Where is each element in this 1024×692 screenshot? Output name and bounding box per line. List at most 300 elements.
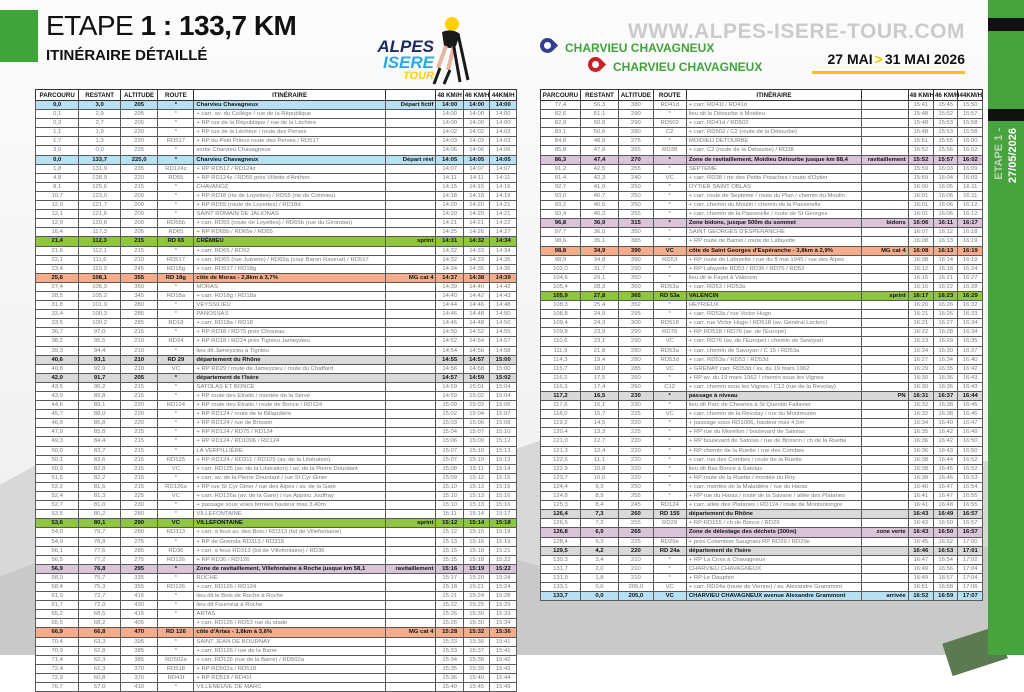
table-cell: 15:17 [490, 510, 517, 519]
table-cell: * [653, 482, 686, 491]
table-cell: 15:52 [933, 110, 957, 119]
table-cell: 215 [120, 182, 157, 191]
table-cell: 14:07 [463, 164, 490, 173]
table-cell: 50,9 [36, 464, 79, 473]
table-cell: 14:05 [490, 155, 517, 164]
table-cell: 280 [120, 301, 157, 310]
table-cell: + RP RD124 / RD75 / RD124 [194, 428, 385, 437]
table-cell: 104,6 [541, 273, 581, 282]
table-cell [862, 128, 909, 137]
table-cell: + RP RD18 / RD75 près Chozeau [194, 328, 385, 337]
table-cell: 40,6 [36, 355, 79, 364]
table-row [541, 473, 983, 482]
table-row [36, 492, 517, 501]
table-cell: 16:52 [958, 464, 983, 473]
table-cell [862, 310, 909, 319]
table-cell: zone verte [862, 528, 909, 537]
table-cell: 56,1 [36, 546, 79, 555]
table-cell: 16:09 [958, 173, 983, 182]
table-cell: 17,5 [580, 373, 618, 382]
table-cell [385, 537, 436, 546]
table-cell: 220 [120, 128, 157, 137]
table-cell [385, 501, 436, 510]
table-cell: 15:18 [490, 528, 517, 537]
table-cell: 16:36 [933, 382, 957, 391]
table-cell: 15:07 [463, 428, 490, 437]
table-cell: 16:53 [958, 473, 983, 482]
table-cell: 15:55 [933, 137, 957, 146]
table-cell [385, 346, 436, 355]
table-cell: 93,2 [541, 201, 581, 210]
table-cell: 15:07 [436, 446, 463, 455]
table-cell: 205 [120, 373, 157, 382]
table-row [541, 582, 983, 591]
table-cell: 50,6 [580, 128, 618, 137]
table-cell: 10,0 [580, 473, 618, 482]
table-cell [862, 419, 909, 428]
table-cell: 16:35 [908, 428, 933, 437]
table-cell: 8,9 [580, 492, 618, 501]
table-cell: 14:59 [436, 392, 463, 401]
table-cell: 16:11 [958, 182, 983, 191]
table-cell: 16:15 [908, 273, 933, 282]
table-cell: 16:22 [933, 282, 957, 291]
table-cell: 98,8 [541, 246, 581, 255]
table-cell: 49,3 [36, 437, 79, 446]
table-cell: RD517 [158, 255, 194, 264]
table-cell: 14:33 [463, 246, 490, 255]
table-cell: SAINT GEORGES D'ESPERANCHE [686, 228, 861, 237]
table-row [541, 201, 983, 210]
table-cell: 15:28 [490, 592, 517, 601]
table-row [36, 164, 517, 173]
table-row [36, 346, 517, 355]
table-row [36, 182, 517, 191]
table-cell: 12,7 [580, 437, 618, 446]
table-cell: 15:12 [436, 519, 463, 528]
table-cell: 16:06 [933, 210, 957, 219]
table-cell: VC [653, 582, 686, 591]
table-cell: 78,8 [79, 537, 121, 546]
table-cell: 255 [619, 164, 653, 173]
table-row [36, 455, 517, 464]
table-cell: 16:40 [933, 419, 957, 428]
table-cell: 15:03 [436, 419, 463, 428]
table-cell: + RP Le Dauphin [686, 573, 861, 582]
table-cell: 21,6 [36, 246, 79, 255]
table-cell: 14:50 [490, 310, 517, 319]
table-cell: 16:09 [958, 164, 983, 173]
table-row [36, 528, 517, 537]
table-cell: * [653, 573, 686, 582]
table-cell: 15:36 [436, 673, 463, 682]
table-cell: 270 [619, 155, 653, 164]
table-cell: 70,4 [36, 637, 79, 646]
table-cell: * [158, 182, 194, 191]
table-cell: 12,9 [36, 219, 79, 228]
table-cell: 72,7 [79, 592, 121, 601]
table-cell: 220 [619, 464, 653, 473]
table-cell: 22,1 [36, 255, 79, 264]
table-cell: 220 [120, 419, 157, 428]
table-row [36, 137, 517, 146]
table-row [541, 546, 983, 555]
table-cell: OYTIER SAINT OBLAS [686, 182, 861, 191]
table-cell: 68,5 [79, 610, 121, 619]
table-row [541, 128, 983, 137]
table-cell: 245 [619, 501, 653, 510]
table-cell: 16:36 [933, 373, 957, 382]
table-cell: 77,6 [79, 546, 121, 555]
table-cell: 15:41 [490, 646, 517, 655]
table-row [541, 501, 983, 510]
table-cell: 75,3 [79, 582, 121, 591]
table-cell: 124,8 [541, 492, 581, 501]
table-cell: 102,0 [541, 264, 581, 273]
table-cell: 16:21 [908, 319, 933, 328]
table-cell: + carr. RD18g / RD18a [194, 291, 385, 300]
table-cell: VC [653, 410, 686, 419]
table-cell: Zone de délestage des déchets (300m) [686, 528, 861, 537]
table-cell: 15:36 [490, 628, 517, 637]
table-cell [385, 373, 436, 382]
table-cell: 260 [619, 382, 653, 391]
table-cell [862, 492, 909, 501]
table-cell: 43,9 [36, 392, 79, 401]
table-cell: 86,8 [79, 419, 121, 428]
table-cell: 62,3 [79, 655, 121, 664]
table-cell [862, 119, 909, 128]
table-cell: 16:30 [908, 382, 933, 391]
table-cell: 205,0 [619, 582, 653, 591]
table-cell: 23,4 [36, 264, 79, 273]
table-cell: 11,1 [580, 455, 618, 464]
table-cell [385, 355, 436, 364]
table-cell: 15:20 [463, 573, 490, 582]
table-cell: 15:15 [436, 555, 463, 564]
table-cell: 15:13 [463, 501, 490, 510]
table-cell: 210 [619, 573, 653, 582]
table-row [36, 592, 517, 601]
column-header: ITINÉRAIRE [194, 90, 385, 101]
table-cell: * [653, 310, 686, 319]
table-cell: * [158, 537, 194, 546]
table-cell: 14:40 [463, 282, 490, 291]
table-cell: 14:32 [463, 237, 490, 246]
table-row [36, 301, 517, 310]
table-cell: + RP route de Barret / route de Lafayette [686, 237, 861, 246]
table-cell [385, 419, 436, 428]
table-cell: * [158, 510, 194, 519]
table-cell: 16:43 [933, 446, 957, 455]
table-cell: 355 [120, 582, 157, 591]
table-cell: VC [158, 519, 194, 528]
table-cell: 285 [619, 364, 653, 373]
table-cell: 14,5 [580, 419, 618, 428]
table-cell [862, 173, 909, 182]
table-cell [862, 455, 909, 464]
table-cell: * [158, 110, 194, 119]
table-cell: * [653, 228, 686, 237]
table-cell: RD41f [158, 673, 194, 682]
table-cell: 14:34 [490, 237, 517, 246]
table-cell: 15:43 [490, 664, 517, 673]
table-cell: 43,5 [36, 382, 79, 391]
table-cell: 200 [120, 210, 157, 219]
table-cell: + RP RD36 / RD126 [194, 555, 385, 564]
table-cell: 25,6 [36, 273, 79, 282]
table-cell: 0,0 [36, 101, 79, 110]
table-cell: 33,5 [36, 319, 79, 328]
table-row [541, 282, 983, 291]
table-cell [385, 128, 436, 137]
table-cell: 14:00 [490, 119, 517, 128]
table-cell: VC [653, 337, 686, 346]
event-dates [828, 51, 965, 67]
table-row [36, 264, 517, 273]
column-header: ALTITUDE [619, 90, 653, 101]
table-cell: 84,4 [79, 437, 121, 446]
table-cell: 2,9 [79, 110, 121, 119]
table-row [541, 437, 983, 446]
table-cell: 225,0 [120, 155, 157, 164]
table-cell: 117,6 [541, 401, 581, 410]
table-cell: 205 [120, 228, 157, 237]
table-cell: 82,2 [79, 473, 121, 482]
table-cell: 15:11 [463, 464, 490, 473]
table-cell: 14:26 [463, 228, 490, 237]
table-cell: * [653, 301, 686, 310]
table-row [541, 264, 983, 273]
logo-text-isere: ISERE [382, 53, 434, 72]
table-cell [862, 546, 909, 555]
table-cell: 16:37 [958, 346, 983, 355]
table-cell: 15:33 [436, 646, 463, 655]
column-header: PARCOURU [541, 90, 581, 101]
table-cell [385, 219, 436, 228]
table-cell: 15:58 [958, 119, 983, 128]
table-cell: + carr. à feux av. des Bois / RD313 (bd de Villefontaine) [194, 528, 385, 537]
table-cell: 16:46 [908, 546, 933, 555]
table-cell: 215 [120, 382, 157, 391]
table-cell: Départ fictif [385, 101, 436, 110]
table-cell [862, 182, 909, 191]
table-cell: RD518 [653, 319, 686, 328]
table-cell: 470 [120, 628, 157, 637]
table-cell: 16:19 [958, 246, 983, 255]
table-cell: + carr. RD53a / rue Victor Hugo [686, 310, 861, 319]
table-cell [862, 501, 909, 510]
table-cell: 17:00 [958, 537, 983, 546]
table-cell: + RP chemin de la Ruette / rue des Combes [686, 446, 861, 455]
table-cell: 15:08 [436, 464, 463, 473]
table-cell: 14:00 [436, 101, 463, 110]
table-cell: * [653, 210, 686, 219]
table-cell [385, 282, 436, 291]
table-cell: 200 [120, 219, 157, 228]
table-cell [862, 519, 909, 528]
table-cell: 31,7 [580, 264, 618, 273]
table-cell: 220 [120, 401, 157, 410]
table-cell [385, 601, 436, 610]
table-cell: 16:13 [933, 237, 957, 246]
table-cell: 280 [619, 355, 653, 364]
table-cell: 58,4 [36, 582, 79, 591]
table-cell: + carr. RD38 / rte des Petits Potaches / route d'Oytier [686, 173, 861, 182]
table-cell: 295 [619, 310, 653, 319]
table-cell [862, 410, 909, 419]
table-cell: RD126 [158, 555, 194, 564]
table-cell: RD124 [158, 401, 194, 410]
table-cell: 415 [120, 592, 157, 601]
table-cell: * [653, 464, 686, 473]
table-cell: * [653, 137, 686, 146]
table-cell: RD124 [653, 501, 686, 510]
table-cell: 14:48 [463, 310, 490, 319]
table-cell: 61,0 [36, 592, 79, 601]
table-cell: 220 [619, 419, 653, 428]
table-cell: 16:44 [958, 392, 983, 401]
table-cell: CHAVANOZ [194, 182, 385, 191]
table-cell: 200 [120, 191, 157, 200]
table-cell: * [653, 182, 686, 191]
table-cell: 16:38 [933, 401, 957, 410]
table-cell: 16:50 [933, 519, 957, 528]
table-cell: 16:29 [933, 337, 957, 346]
table-cell: 117,3 [79, 228, 121, 237]
table-cell: * [158, 419, 194, 428]
table-cell: 15:14 [463, 510, 490, 519]
table-cell: 79,7 [79, 528, 121, 537]
table-row [36, 191, 517, 200]
table-cell: 15:16 [490, 501, 517, 510]
table-row [36, 655, 517, 664]
table-row [541, 364, 983, 373]
table-cell [862, 328, 909, 337]
table-cell: 16:49 [908, 573, 933, 582]
table-cell: 27,4 [36, 282, 79, 291]
table-row [36, 646, 517, 655]
table-cell [385, 228, 436, 237]
table-cell: côte d'Artas - 1,8km à 3,6% [194, 628, 385, 637]
table-row [541, 210, 983, 219]
table-cell: 0,0 [580, 592, 618, 601]
table-cell: 205 [120, 110, 157, 119]
table-row [36, 628, 517, 637]
table-cell: + RP de Gremda RD313 / RD318 [194, 537, 385, 546]
table-cell: 210 [120, 346, 157, 355]
table-cell: 16:57 [933, 573, 957, 582]
table-cell: 126,4 [541, 510, 581, 519]
table-cell: RD 53a [653, 291, 686, 300]
table-cell: 14:00 [490, 110, 517, 119]
table-cell [862, 264, 909, 273]
table-cell: 112,3 [79, 237, 121, 246]
table-cell: 23,9 [580, 328, 618, 337]
table-cell: 77,2 [79, 555, 121, 564]
table-cell [862, 146, 909, 155]
table-cell: * [158, 437, 194, 446]
table-cell: * [158, 601, 194, 610]
table-cell: RD65b [158, 219, 194, 228]
table-cell: 14:42 [463, 291, 490, 300]
table-cell: 16:06 [933, 191, 957, 200]
table-cell: * [158, 646, 194, 655]
table-cell: * [653, 201, 686, 210]
table-cell: 16:43 [908, 510, 933, 519]
table-cell: 1,8 [580, 573, 618, 582]
table-cell: 119,2 [541, 419, 581, 428]
table-cell: 36,9 [580, 219, 618, 228]
table-cell: 24,9 [580, 310, 618, 319]
table-cell: * [653, 110, 686, 119]
table-cell: 108,8 [541, 310, 581, 319]
table-cell [385, 664, 436, 673]
table-cell [385, 464, 436, 473]
table-cell: 16:32 [908, 401, 933, 410]
table-cell: + RP RD18 / RD24 près Tignieu Jameyzieu [194, 337, 385, 346]
table-row [541, 228, 983, 237]
table-cell: RD 24a [653, 546, 686, 555]
table-cell: 39,3 [36, 346, 79, 355]
table-cell: 16:45 [958, 401, 983, 410]
table-cell: 15:36 [463, 637, 490, 646]
table-cell: 255 [619, 492, 653, 501]
table-cell: 345 [120, 291, 157, 300]
table-cell: * [158, 210, 194, 219]
table-cell: 16:38 [908, 464, 933, 473]
table-cell: 96,8 [541, 219, 581, 228]
table-row [541, 119, 983, 128]
dates-underline [812, 71, 965, 74]
column-header: ROUTE [653, 90, 686, 101]
table-cell: 280 [120, 528, 157, 537]
table-cell: + passage sous voies ferrées hauteur max 3,40m [194, 501, 385, 510]
column-header: 48 KM/H [437, 91, 462, 99]
table-cell: 14:25 [436, 228, 463, 237]
table-cell [862, 373, 909, 382]
table-row [541, 528, 983, 537]
table-cell: 14:05 [436, 155, 463, 164]
table-row [36, 255, 517, 264]
table-cell [385, 683, 436, 692]
column-header: PARCOURU [36, 90, 79, 101]
table-cell: 81,0 [79, 501, 121, 510]
table-cell [862, 428, 909, 437]
table-cell: 14:32 [436, 255, 463, 264]
table-cell: 15:26 [436, 619, 463, 628]
table-cell: 16:27 [933, 319, 957, 328]
table-cell: * [653, 401, 686, 410]
table-cell [862, 210, 909, 219]
table-cell: 15:33 [436, 637, 463, 646]
table-cell: 18,0 [580, 364, 618, 373]
table-cell [158, 619, 194, 628]
page-subtitle: ITINÉRAIRE DÉTAILLÉ [46, 47, 208, 64]
website-url: WWW.ALPES-ISERE-TOUR.COM [627, 20, 965, 43]
table-cell: 16:01 [908, 210, 933, 219]
table-cell [385, 619, 436, 628]
table-cell: Charvieu Chavagneux [194, 155, 385, 164]
table-cell: MG cat 4 [385, 628, 436, 637]
table-row [541, 355, 983, 364]
table-row [541, 319, 983, 328]
table-row [541, 219, 983, 228]
table-cell: ravitaillement [385, 564, 436, 573]
table-cell: 16:11 [933, 219, 957, 228]
table-cell: RD 29 [158, 355, 194, 364]
table-cell: 40,8 [36, 364, 79, 373]
